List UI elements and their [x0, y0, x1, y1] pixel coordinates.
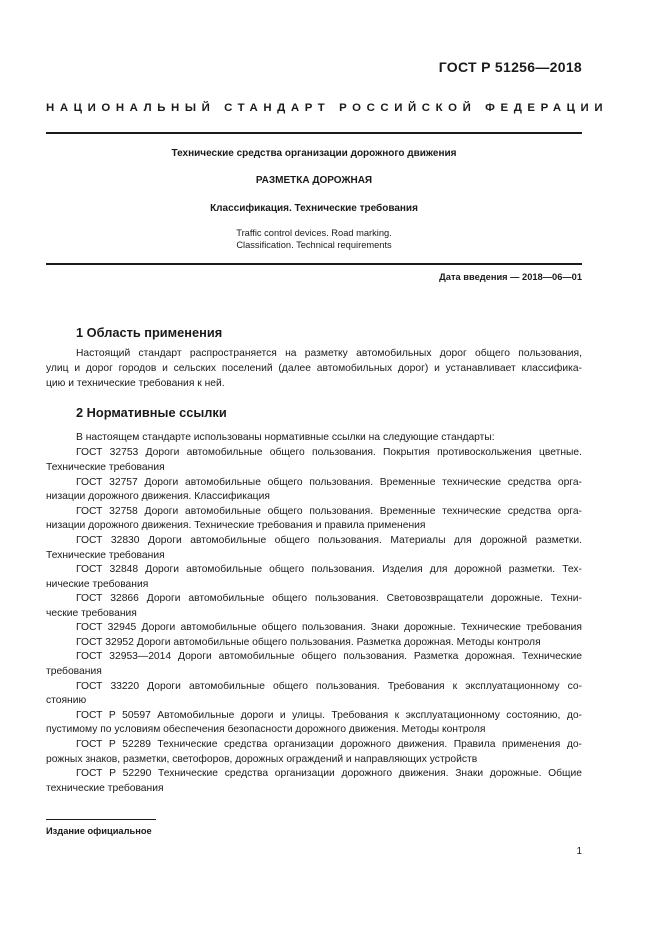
document-page — [46, 0, 609, 935]
reference-line: ГОСТ 32753 Дороги автомобильные общего пользования. Покрытия противоскольжения цветные. — [76, 447, 582, 458]
reference-line: технические требования — [46, 783, 164, 794]
reference-line: ГОСТ 32953—2014 Дороги автомобильные общего пользования. Разметка дорожная. Технические — [76, 651, 582, 662]
reference-line: ГОСТ 32866 Дороги автомобильные общего пользования. Световозвращатели дорожные. Техни- — [76, 593, 582, 604]
reference-line: ГОСТ 32945 Дороги автомобильные общего пользования. Знаки дорожные. Технические требования — [76, 622, 582, 633]
reference-line: ГОСТ Р 52289 Технические средства организации дорожного движения. Правила применения до- — [76, 739, 582, 750]
document-code: ГОСТ Р 51256—2018 — [438, 59, 582, 75]
reference-line: стоянию — [46, 695, 87, 706]
reference-line: ГОСТ 33220 Дороги автомобильные общего пользования. Требования к эксплуатационному со- — [76, 681, 582, 692]
section-1-title: 1 Область применения — [76, 325, 223, 340]
reference-line: низации дорожного движения. Технические требования и правила применения — [46, 520, 426, 531]
title-subject: РАЗМЕТКА ДОРОЖНАЯ — [255, 175, 373, 186]
reference-line: Технические требования — [46, 462, 165, 473]
reference-line: пустимому по условиям обеспечения безопасности дорожного движения. Методы контроля — [46, 724, 486, 735]
reference-line: ГОСТ 32830 Дороги автомобильные общего пользования. Материалы для дорожной разметки. — [76, 535, 582, 546]
paragraph-line: цию и технические требования к ней. — [46, 378, 225, 389]
reference-line: ГОСТ Р 52290 Технические средства организации дорожного движения. Знаки дорожные. Общие — [76, 768, 582, 779]
reference-line: ГОСТ 32848 Дороги автомобильные общего пользования. Изделия для дорожной разметки. Тех- — [76, 564, 582, 575]
paragraph-line: В настоящем стандарте использованы нормативные ссылки на следующие стандарты: — [76, 432, 495, 443]
title-english-line-2: Classification. Technical requirements — [236, 240, 392, 250]
reference-line: ГОСТ 32952 Дороги автомобильные общего пользования. Разметка дорожная. Методы контроля — [76, 637, 541, 648]
reference-line: Технические требования — [46, 550, 165, 561]
reference-line: требования — [46, 666, 102, 677]
title-classification: Классификация. Технические требования — [210, 203, 418, 214]
paragraph-line: улиц и дорог городов и сельских поселений (далее автомобильных дорог) и устанавливает классифика- — [46, 363, 582, 374]
reference-line: ГОСТ 32758 Дороги автомобильные общего пользования. Временные технические средства орга- — [76, 506, 582, 517]
national-standard-heading: НАЦИОНАЛЬНЫЙ СТАНДАРТ РОССИЙСКОЙ ФЕДЕРАЦИИ — [46, 102, 609, 114]
title-divider — [46, 263, 582, 265]
section-2-title: 2 Нормативные ссылки — [76, 405, 227, 420]
paragraph-line: Настоящий стандарт распространяется на разметку автомобильных дорог общего пользования, — [76, 348, 582, 359]
footer-divider — [46, 819, 156, 820]
edition-note: Издание официальное — [46, 826, 152, 836]
reference-line: ческие требования — [46, 608, 137, 619]
title-english-line-1: Traffic control devices. Road marking. — [236, 228, 392, 238]
reference-line: низации дорожного движения. Классификация — [46, 491, 270, 502]
page-number: 1 — [576, 846, 582, 857]
reference-line: нические требования — [46, 579, 149, 590]
intro-date: Дата введения — 2018—06—01 — [439, 272, 582, 282]
header-divider — [46, 132, 582, 134]
reference-line: ГОСТ 32757 Дороги автомобильные общего пользования. Временные технические средства орга- — [76, 477, 582, 488]
reference-line: ГОСТ Р 50597 Автомобильные дороги и улицы. Требования к эксплуатационному состоянию, до- — [76, 710, 582, 721]
title-main: Технические средства организации дорожного движения — [171, 148, 457, 159]
reference-line: рожных знаков, разметки, светофоров, дорожных ограждений и направляющих устройств — [46, 754, 478, 765]
